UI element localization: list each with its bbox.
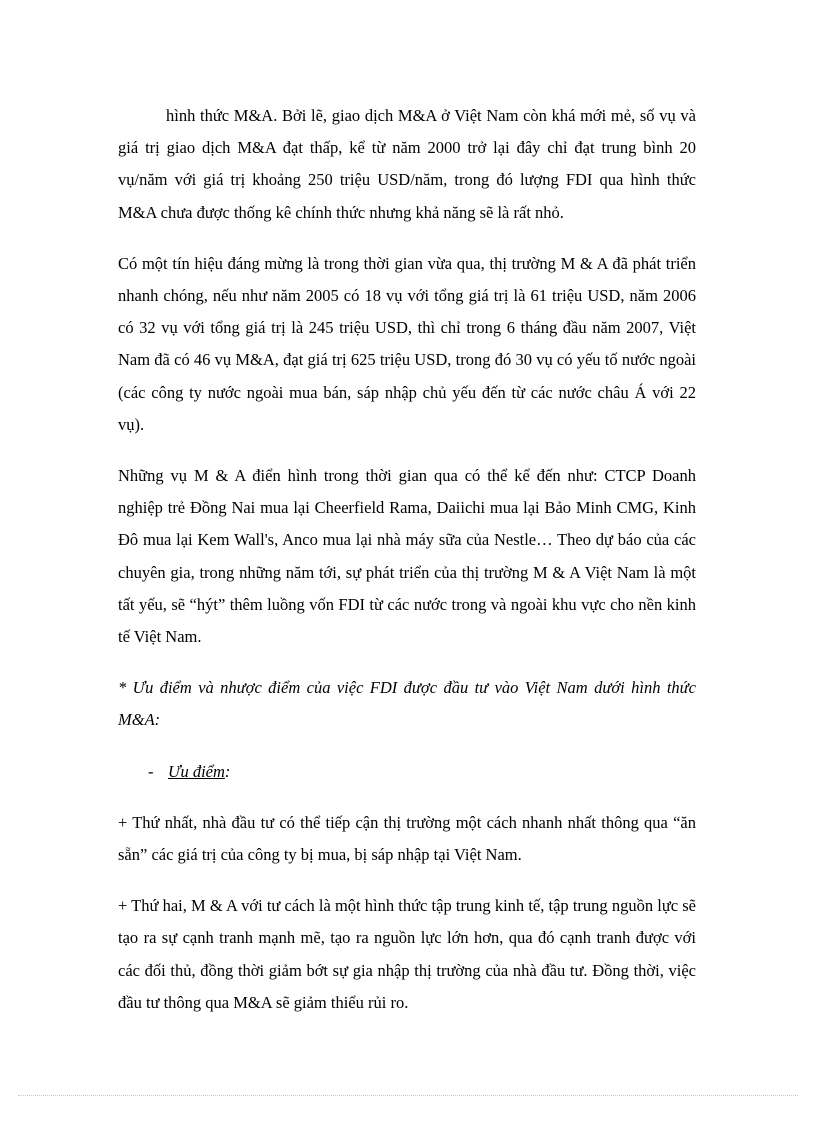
point-first: + Thứ nhất, nhà đầu tư có thể tiếp cận thị trường một cách nhanh nhất thông qua “ăn sẵn” các giá trị của công ty bị mua, bị sáp nhập tại Việt Nam. — [118, 812, 696, 865]
bullet-suffix: : — [224, 761, 231, 781]
paragraph-typical-deals: Những vụ M & A điển hình trong thời gian qua có thể kể đến như: CTCP Doanh nghiệp trẻ Đồng Nai mua lại Cheerfield Rama, Daiichi mua lại Bảo Minh CMG, Kinh Đô mua lại Kem Wall's, Anco mua lại nhà máy sữa của Nestle… Theo dự báo của các chuyên gia, trong những năm tới, sự phát triển của thị trường M & A Việt Nam là một tất yếu, sẽ “hýt” thêm luồng vốn FDI từ các nước trong và ngoài khu vực cho nền kinh tế Việt Nam. — [118, 466, 696, 647]
paragraph-market-signal: Có một tín hiệu đáng mừng là trong thời gian vừa qua, thị trường M & A đã phát triển nhanh chóng, nếu như năm 2005 có 18 vụ với tổng giá trị là 61 triệu USD, năm 2006 có 32 vụ với tổng giá trị là 245 triệu USD, thì chỉ trong 6 tháng đầu năm 2007, Việt Nam đã có 46 vụ M&A, đạt giá trị 625 triệu USD, trong đó 30 vụ có yếu tố nước ngoài (các công ty nước ngoài mua bán, sáp nhập chủ yếu đến từ các nước châu Á với 22 vụ). — [118, 253, 696, 434]
page-bottom-border — [18, 1095, 798, 1096]
paragraph-intro: hình thức M&A. Bởi lẽ, giao dịch M&A ở Việt Nam còn khá mới mẻ, số vụ và giá trị giao dịch M&A đạt thấp, kể từ năm 2000 trở lại đây chỉ đạt trung bình 20 vụ/năm với giá trị khoảng 250 triệu USD/năm, trong đó lượng FDI qua hình thức M&A chưa được thống kê chính thức nhưng khả năng sẽ là rất nhỏ. — [118, 106, 696, 222]
bullet-advantages — [148, 756, 696, 788]
bullet-dash: - — [148, 761, 154, 781]
document-page — [118, 100, 696, 1038]
bullet-label: Ưu điểm — [168, 761, 225, 781]
section-heading: * Ưu điểm và nhược điểm của việc FDI được đầu tư vào Việt Nam dưới hình thức M&A: — [118, 678, 696, 730]
point-second: + Thứ hai, M & A với tư cách là một hình thức tập trung kinh tế, tập trung nguồn lực sẽ tạo ra sự cạnh tranh mạnh mẽ, tạo ra nguồn lực lớn hơn, qua đó cạnh tranh được với các đối thủ, đồng thời giảm bớt sự gia nhập thị trường của nhà đầu tư. Đồng thời, việc đầu tư thông qua M&A sẽ giảm thiểu rủi ro. — [118, 896, 696, 1012]
